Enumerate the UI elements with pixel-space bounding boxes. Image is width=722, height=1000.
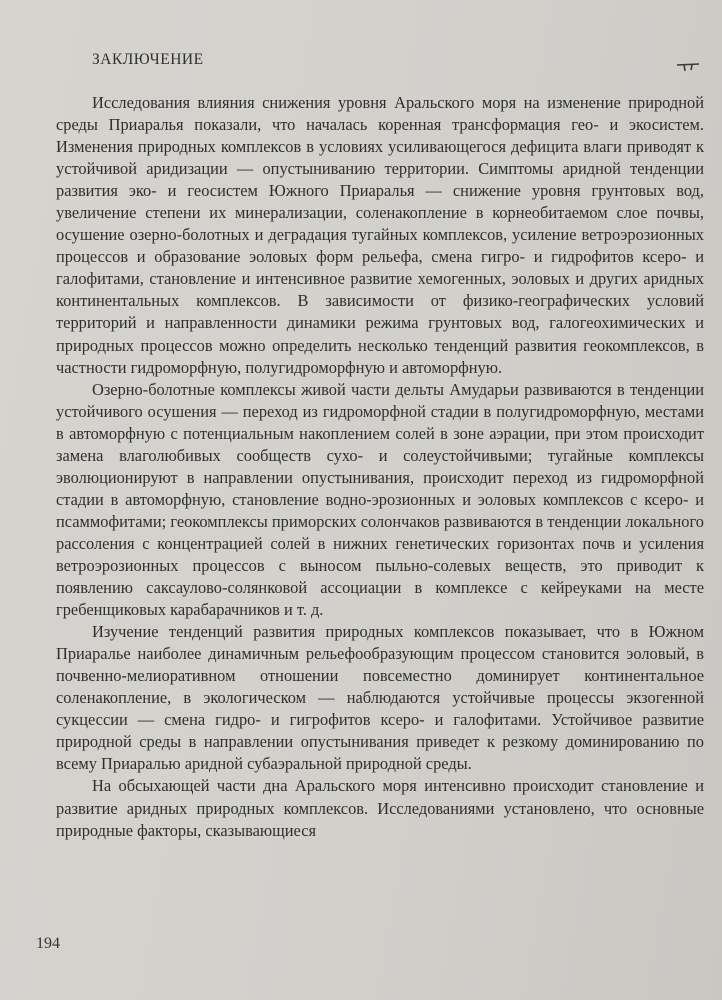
ink-mark-icon <box>676 62 700 72</box>
page-number: 194 <box>36 935 60 952</box>
paragraph: Изучение тенденций развития природных комплексов показывает, что в Южном Приаралье наиболее динамичным рельефообразующим процессом становится эоловый, в почвенно-мелиоративном отношении повсеместно доминирует континентальное соленакопление, в экологическом — наблюдаются устойчивые процессы экзогенной сукцессии — смена гидро- и гигрофитов ксеро- и галофитами. Устойчивое развитие природной среды в направлении опустынивания приведет к резкому доминированию по всему Приаралью аридной субаэральной природной среды. <box>56 622 704 774</box>
paragraph: Озерно-болотные комплексы живой части дельты Амударьи развиваются в тенденции устойчивого осушения — переход из гидроморфной стадии в полугидроморфную, местами в автоморфную с потенциальным накоплением солей в зоне аэрации, при этом происходит замена влаголюбивых сообществ сухо- и солеустойчивыми; тугайные комплексы эволюционируют в направлении опустынивания, происходит переход из гидроморфной стадии в автоморфную, становление водно-эрозионных и эоловых комплексов с ксеро- и псаммофитами; геокомплексы приморских солончаков развиваются в тенденции локального рассоления с концентрацией солей в нижних генетических горизонтах почв и усиления ветроэрозионных процессов с выносом пыльно-солевых веществ, это приводит к появлению саксаулово-солянковой ассоциации в комплексе с кейреуками на месте гребенщиковых карабарачников и т. д. <box>56 379 704 620</box>
section-heading: ЗАКЛЮЧЕНИЕ <box>92 51 204 68</box>
paragraph: На обсыхающей части дна Аральского моря интенсивно происходит становление и развитие аридных природных комплексов. Исследованиями установлено, что основные природные факторы, сказывающиеся <box>56 776 704 840</box>
paragraph: Исследования влияния снижения уровня Аральского моря на изменение природной среды Приаралья показали, что началась коренная трансформация гео- и экосистем. Изменения природных комплексов в условиях усиливающегося дефицита влаги приводят к устойчивой аридизации — опустыниванию территории. Симптомы аридной тенденции развития эко- и геосистем Южного Приаралья — снижение уровня грунтовых вод, увеличение степени их минерализации, соленакопление в корнеобитаемом слое почвы, осушение озерно-болотных и деградация тугайных комплексов, усиление ветроэрозионных процессов и образование эоловых форм рельефа, смена гигро- и гидрофитов ксеро- и галофитами, становление и интенсивное развитие хемогенных, эоловых и других аридных континентальных комплексов. В зависимости от физико-географических условий территорий и направленности динамики режима грунтовых вод, галогеохимических и природных процессов можно определить несколько тенденций развития геокомплексов, в частности гидроморфную, полугидроморфную и автоморфную. <box>56 93 704 377</box>
body-text <box>56 92 704 842</box>
